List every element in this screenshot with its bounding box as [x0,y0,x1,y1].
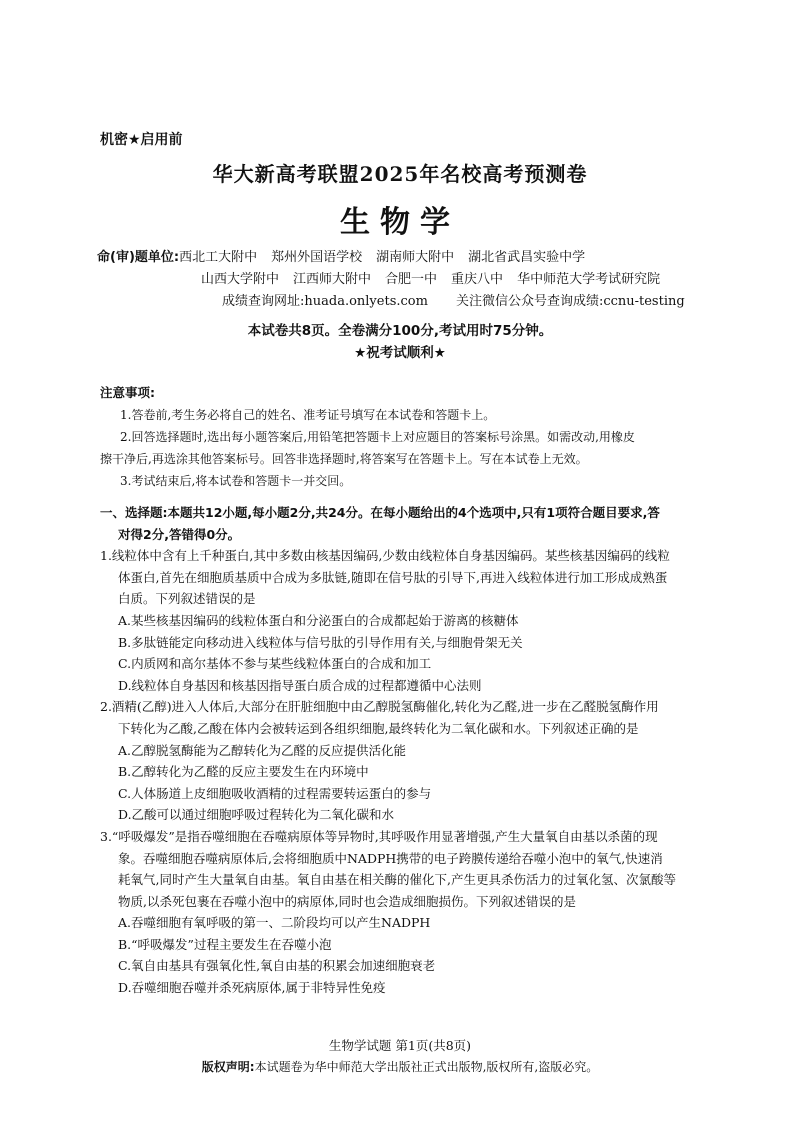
copyright-notice [0,1058,800,1075]
notice-item: 2.回答选择题时,选出每小题答案后,用铅笔把答题卡上对应题目的答案标号涂黑。如需改动,用橡皮 [120,430,635,444]
question-stem-line: 耗氧气,同时产生大量氧自由基。氧自由基在相关酶的催化下,产生更具杀伤活力的过氧化氢、次氯酸等 [118,872,676,888]
units-label: 命(审)题单位: [97,250,180,265]
option-b: B.乙醇转化为乙醛的反应主要发生在内环境中 [118,764,369,780]
notice-block [100,382,720,492]
units-row-3 [97,291,737,313]
question-stem-line: 下转化为乙酸,乙酸在体内会被转运到各组织细胞,最终转化为二氧化碳和水。下列叙述正确的是 [118,720,639,736]
question-stem-line: 白质。下列叙述错误的是 [118,591,256,607]
question-stem-line: 1.线粒体中含有上千种蛋白,其中多数由核基因编码,少数由线粒体自身基因编码。某些核基因编码的线粒 [100,548,670,564]
authoring-units [97,247,737,313]
option-c: C.内质网和高尔基体不参与某些线粒体蛋白的合成和加工 [118,656,432,672]
units-row-1 [97,247,737,269]
question-stem-line: 象。吞噬细胞吞噬病原体后,会将细胞质中NADPH携带的电子跨膜传递给吞噬小泡中的氧气,快速消 [118,850,663,866]
question-stem-line: 物质,以杀死包裹在吞噬小泡中的病原体,同时也会造成细胞损伤。下列叙述错误的是 [118,893,576,909]
unit-name: 合肥一中 [385,272,438,287]
option-d: D.线粒体自身基因和核基因指导蛋白质合成的过程都遵循中心法则 [118,677,482,693]
section-heading [100,502,710,545]
option-a: A.乙醇脱氢酶能为乙醇转化为乙醛的反应提供活化能 [118,742,407,758]
option-c: C.人体肠道上皮细胞吸收酒精的过程需要转运蛋白的参与 [118,785,432,801]
unit-name: 湖北省武昌实验中学 [468,250,586,265]
option-b: B.多肽链能定向移动进入线粒体与信号肽的引导作用有关,与细胞骨架无关 [118,634,523,650]
question-stem-line: 体蛋白,首先在细胞质基质中合成为多肽链,随即在信号肽的引导下,再进入线粒体进行加工形成成熟蛋 [118,569,668,585]
option-d: D.乙酸可以通过细胞呼吸过程转化为二氧化碳和水 [118,807,395,823]
question-stem-line: 3.“呼吸爆发”是指吞噬细胞在吞噬病原体等异物时,其呼吸作用显著增强,产生大量氧自由基以杀菌的现 [100,828,658,844]
notice-title: 注意事项: [100,385,155,400]
question-stem-line: 2.酒精(乙醇)进入人体后,大部分在肝脏细胞中由乙醇脱氢酶催化,转化为乙醛,进一步在乙醛脱氢酶作用 [100,699,659,715]
unit-name: 湖南师大附中 [376,250,455,265]
unit-name: 山西大学附中 [201,272,280,287]
unit-name: 郑州外国语学校 [271,250,363,265]
notice-item-continuation: 擦干净后,再选涂其他答案标号。回答非选择题时,将答案写在答题卡上。写在本试卷上无效。 [100,452,588,466]
notice-item: 3.考试结束后,将本试卷和答题卡一并交回。 [120,474,352,488]
unit-name: 江西师大附中 [293,272,372,287]
good-luck-wish: ★祝考试顺利★ [354,345,446,361]
exam-title: 华大新高考联盟2025年名校高考预测卷 [212,162,588,186]
option-d: D.吞噬细胞吞噬并杀死病原体,属于非特异性免疫 [118,980,386,996]
question-2 [100,696,710,826]
page-number: 生物学试题 第1页(共8页) [328,1038,472,1053]
subject-title: 生物学 [340,205,460,240]
confidential-label: 机密★启用前 [100,132,183,148]
option-a: A.某些核基因编码的线粒体蛋白和分泌蛋白的合成都起始于游离的核糖体 [118,612,519,628]
unit-name: 重庆八中 [451,272,504,287]
unit-name: 西北工大附中 [179,250,258,265]
unit-name: 华中师范大学考试研究院 [517,272,661,287]
section-heading-line: 对得2分,答错得0分。 [118,526,241,542]
question-3 [100,826,710,999]
score-query-url: 成绩查询网址:huada.onlyets.com [222,294,428,309]
copyright-label: 版权声明: [201,1060,255,1074]
option-b: B.“呼吸爆发”过程主要发生在吞噬小泡 [118,936,332,952]
copyright-text: 本试题卷为华中师范大学出版社正式出版物,版权所有,盗版必究。 [254,1060,599,1074]
question-1 [100,545,710,696]
option-c: C.氧自由基具有强氧化性,氧自由基的积累会加速细胞衰老 [118,958,436,974]
exam-info: 本试卷共8页。全卷满分100分,考试用时75分钟。 [247,323,553,339]
questions-block [100,502,710,999]
option-a: A.吞噬细胞有氧呼吸的第一、二阶段均可以产生NADPH [118,915,431,931]
notice-item: 1.答卷前,考生务必将自己的姓名、准考证号填写在本试卷和答题卡上。 [120,408,496,422]
section-heading-line: 一、选择题:本题共12小题,每小题2分,共24分。在每小题给出的4个选项中,只有1项符合题目要求,答 [100,505,660,520]
units-row-2 [97,269,737,291]
wechat-query-info: 关注微信公众号查询成绩:ccnu-testing [455,294,685,309]
